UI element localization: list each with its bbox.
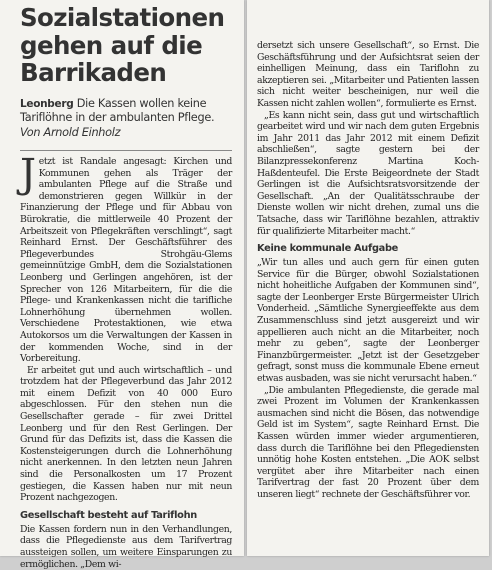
right-column-body	[257, 40, 479, 501]
paragraph-6: „Wir tun alles und auch gern für einen guten Service für die Bürger, obwohl Sozialstationen nicht hoheitliche Aufgaben der Kommunen sind“, sagte der Leonberger Erste Bürgermeister Ulrich Vonderheid. „Sämtliche Synergieeffekte aus dem Zusammenschluss sind jetzt ausgereizt und wir appellieren auch nicht an die Mitarbeiter, noch mehr zu geben“, sagte der Leonberger Finanzbürgermeister. „Jetzt ist der Gesetzgeber gefragt, sonst muss die kommunale Ebene erneut etwas ausbaden, was sie nicht verursacht haben.“	[257, 257, 479, 385]
paragraph-1-text: etzt ist Randale angesagt: Kirchen und Kommunen gehen als Träger der ambulanten Pflege auf die Straße und demonstrieren gegen Willkür in der Finanzierung der Pflege und für Abbau von Bürokratie, die mittlerweile 40 Prozent der Arbeitszeit von Pflegekräften verschlingt“, sagt Reinhard Ernst. Der Geschäftsführer des Pflegeverbundes Strohgäu-Glems gemeinnützige GmbH, dem die Sozialstationen Leonberg und Gerlingen angehören, ist der Sprecher von 126 Mitarbeitern, für die die Pflege- und Krankenkassen nicht die tarifliche Lohnerhöhung übernehmen wollen. Verschiedene Protestaktionen, wie etwa Autokorsos um die Verwaltungen der Kassen in der kommenden Woche, sind in der Vorbereitung.	[20, 156, 232, 365]
paragraph-1	[20, 151, 232, 365]
paragraph-5: „Es kann nicht sein, dass gut und wirtschaftlich gearbeitet wird und wir nach dem guten Ergebnis im Jahr 2011 das Jahr 2012 mit einem Defizit abschließen“, sagte gestern bei der Bilanzpressekonferenz Martina Koch-Haßdenteufel. Die Erste Beigeordnete der Stadt Gerlingen ist die Aufsichtsratsvorsitzende der Gesellschaft. „An der Qualitätsschraube der Dienste wollen wir nicht drehen, zumal uns die Tatsache, dass wir Tariflöhne bezahlen, attraktiv für qualifizierte Mitarbeiter macht.“	[257, 109, 479, 237]
right-clipping	[247, 0, 489, 556]
drop-cap: J	[20, 151, 36, 197]
deck-divider	[20, 150, 232, 151]
dateline: Leonberg	[20, 98, 74, 110]
paragraph-7: „Die ambulanten Pflegedienste, die gerade mal zwei Prozent im Volumen der Krankenkassen ausmachen sind nicht die Bösen, das notwendige Geld ist im System“, sagte Reinhard Ernst. Die Kassen würden immer wieder argumentieren, dass durch die Tariflöhne bei den Pflegediensten unnötig hohe Kosten entstehen. „Die AOK selbst vergütet aber ihre Mitarbeiter nach einen Tarifvertrag der fast 20 Prozent über dem unseren liegt“ rechnete der Geschäftsführer vor.	[257, 384, 479, 500]
subheading-tariflohn: Gesellschaft besteht auf Tariflohn	[20, 509, 197, 521]
subheading-kommunale-aufgabe: Keine kommunale Aufgabe	[257, 243, 399, 255]
deck-text: Die Kassen wollen keine Tariflöhne in der ambulanten Pflege.	[20, 97, 215, 125]
paragraph-4: dersetzt sich unsere Gesellschaft“, so Ernst. Die Geschäftsführung und der Aufsichtsrat seien der einhelligen Meinung, dass ein Tariflohn zu akzeptieren sei. „Mitarbeiter und Patienten lassen sich nicht weiter bescheinigen, nur weil die Kassen nicht zahlen wollen“, formulierte es Ernst.	[257, 40, 479, 109]
paragraph-2: Er arbeitet gut und auch wirtschaftlich – und trotzdem hat der Pflegeverbund das Jahr 2012 mit einem Defizit von 40 000 Euro abgeschlossen. Für den stehen nun die Gesellschafter gerade – für zwei Drittel Leonberg und für den Rest Gerlingen. Der Grund für das Defizits ist, dass die Kassen die Kostensteigerungen durch die Lohnerhöhung nicht anerkennen. In den letzten neun Jahren sind die Personalkosten um 17 Prozent gestiegen, die Kassen haben nur mit neun Prozent nachgezogen.	[20, 364, 232, 504]
paragraph-3: Die Kassen fordern nun in den Verhandlungen, dass die Pflegedienste aus dem Tarifvertrag aussteigen sollen, um weitere Einsparungen zu ermöglichen. „Dem wi-	[20, 523, 232, 570]
left-clipping	[0, 0, 244, 570]
author-byline: Von Arnold Einholz	[20, 125, 121, 139]
article-headline: Sozialstationen gehen auf die Barrikaden	[20, 3, 225, 87]
left-column-body	[20, 151, 232, 570]
article-deck	[20, 97, 230, 140]
